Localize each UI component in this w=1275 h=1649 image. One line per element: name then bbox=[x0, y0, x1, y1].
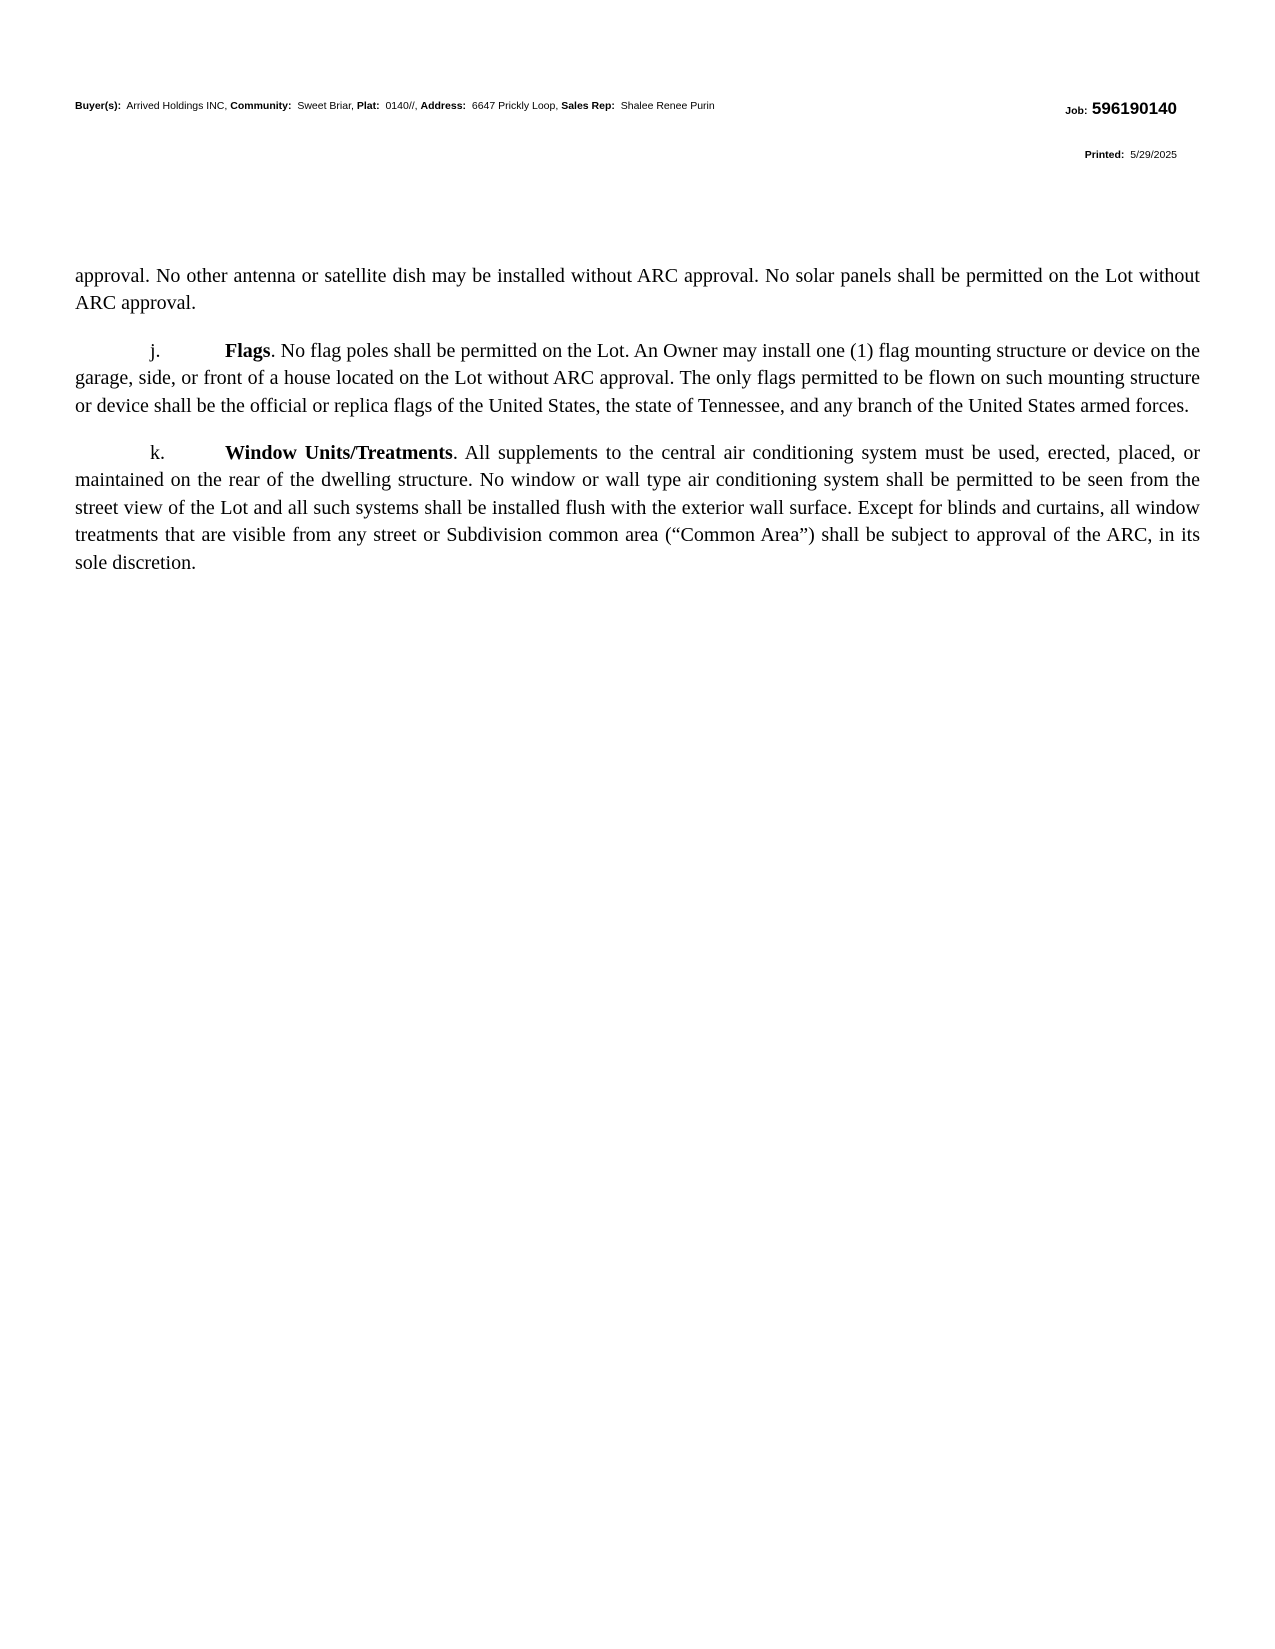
plat-label: Plat: bbox=[356, 100, 380, 112]
community-label: Community: bbox=[230, 100, 292, 112]
printed-date-block bbox=[1085, 149, 1177, 161]
buyer-label: Buyer(s): bbox=[75, 100, 122, 112]
header-info-line bbox=[75, 99, 715, 113]
community-value: Sweet Briar, bbox=[297, 100, 354, 112]
buyer-value: Arrived Holdings INC, bbox=[126, 100, 228, 112]
job-number: 596190140 bbox=[1091, 99, 1177, 118]
address-label: Address: bbox=[420, 100, 467, 112]
printed-date: 5/29/2025 bbox=[1130, 149, 1177, 161]
sales-rep-value: Shalee Renee Purin bbox=[620, 100, 715, 112]
plat-value: 0140//, bbox=[385, 100, 418, 112]
sales-rep-label: Sales Rep: bbox=[561, 100, 615, 112]
address-value: 6647 Prickly Loop, bbox=[471, 100, 559, 112]
item-text: . All supplements to the central air conditioning system must be used, erected, placed, or maintained on the rear of the dwelling structure. No window or wall type air conditioning system shall be permitted to be seen from the street view of the Lot and all such systems shall be installed flush with the exterior wall surface. Except for blinds and curtains, all window treatments that are visible from any street or Subdivision common area (“Common Area”) shall be subject to approval of the ARC, in its sole discretion. bbox=[75, 442, 1200, 574]
document-body bbox=[75, 263, 1200, 597]
continuation-paragraph: approval. No other antenna or satellite dish may be installed without ARC approval. No solar panels shall be permitted on the Lot without ARC approval. bbox=[75, 265, 1200, 315]
item-k-paragraph bbox=[75, 440, 1200, 577]
job-number-block bbox=[1065, 99, 1177, 119]
job-label: Job: bbox=[1065, 105, 1088, 117]
item-letter: j. bbox=[150, 339, 161, 362]
item-letter: k. bbox=[150, 442, 165, 465]
item-title: Flags bbox=[225, 339, 271, 362]
item-j-paragraph bbox=[75, 338, 1200, 420]
item-text: . No flag poles shall be permitted on the Lot. An Owner may install one (1) flag mounting structure or device on the garage, side, or front of a house located on the Lot without ARC approval. The only flags permitted to be flown on such mounting structure or device shall be the official or replica flags of the United States, the state of Tennessee, and any branch of the United States armed forces. bbox=[75, 339, 1200, 417]
item-title: Window Units/Treatments bbox=[225, 442, 453, 465]
printed-label: Printed: bbox=[1084, 149, 1125, 161]
